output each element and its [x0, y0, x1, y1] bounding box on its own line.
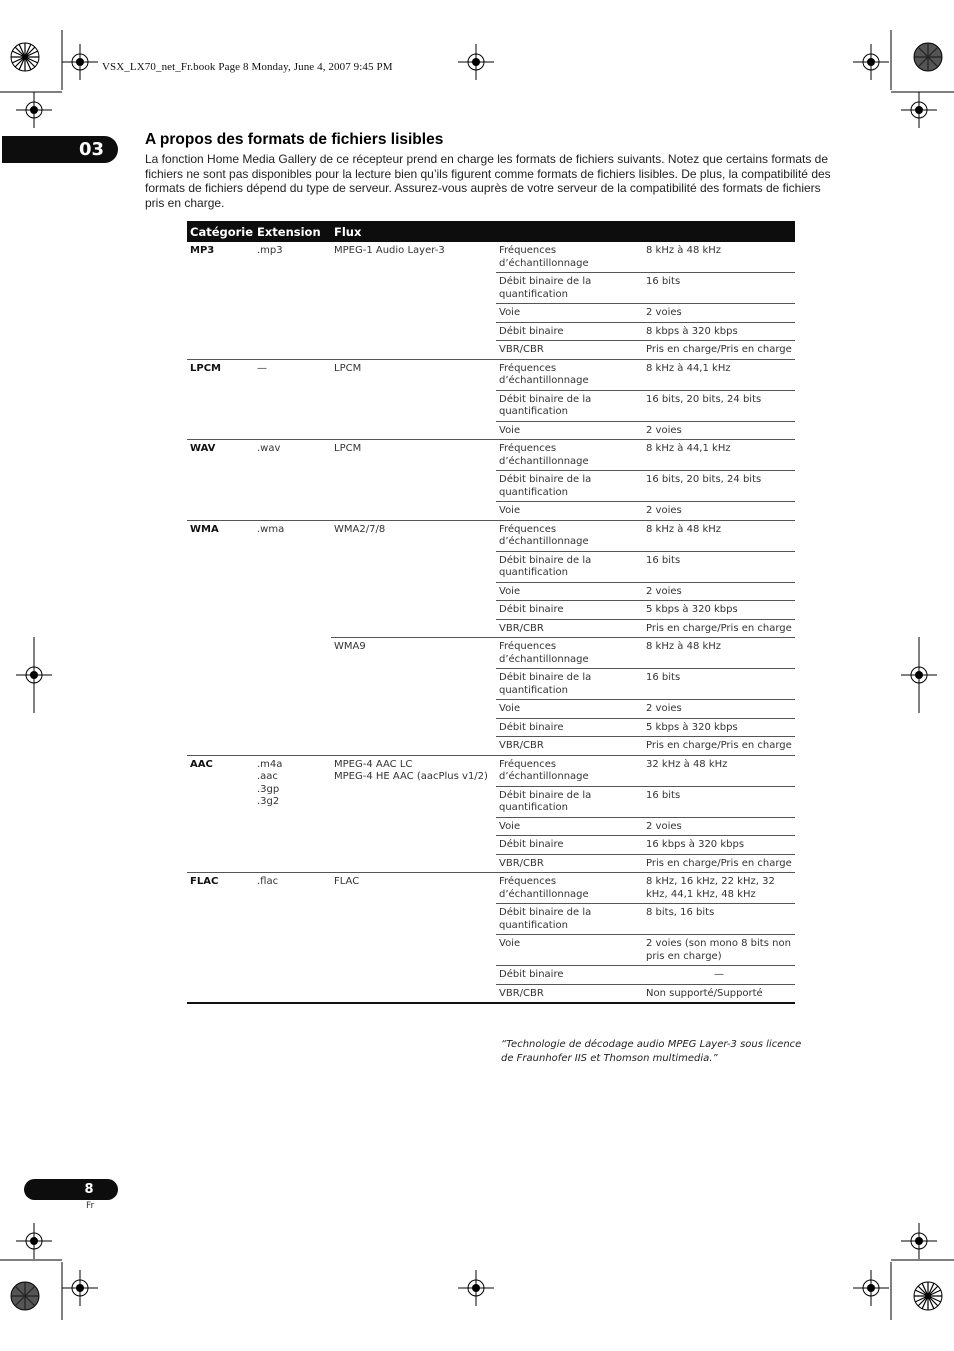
starburst-icon — [10, 42, 40, 72]
parameter-cell: Débit binaire de la quantification — [496, 669, 643, 700]
parameter-cell: Fréquences d’échantillonnage — [496, 873, 643, 904]
chapter-number: 03 — [78, 139, 104, 160]
value-cell: 32 kHz à 48 kHz — [643, 755, 795, 786]
value-cell: 8 kbps à 320 kbps — [643, 322, 795, 341]
value-cell: Pris en charge/Pris en charge — [643, 737, 795, 756]
extension-cell: — — [254, 359, 331, 440]
parameter-cell: Voie — [496, 582, 643, 601]
value-cell: 8 kHz à 44,1 kHz — [643, 440, 795, 471]
section-title: A propos des formats de fichiers lisibles — [145, 131, 444, 148]
parameter-cell: Voie — [496, 935, 643, 966]
parameter-cell: Voie — [496, 304, 643, 323]
page-number-tab — [24, 1179, 118, 1200]
crosshair-icon — [16, 1223, 52, 1259]
value-cell: 2 voies — [643, 304, 795, 323]
flux-cell: LPCM — [331, 440, 496, 521]
parameter-cell: Fréquences d’échantillonnage — [496, 520, 643, 551]
crosshair-icon — [853, 44, 889, 80]
table-row — [187, 359, 795, 390]
table-row — [187, 440, 795, 471]
crosshair-icon — [853, 1270, 889, 1306]
crosshair-icon — [62, 44, 98, 80]
col-header-empty — [643, 221, 795, 242]
table-header-row — [187, 221, 795, 242]
value-cell: 2 voies — [643, 582, 795, 601]
table-row — [187, 873, 795, 904]
value-cell: 2 voies — [643, 700, 795, 719]
value-cell: 8 kHz à 48 kHz — [643, 638, 795, 669]
extension-cell: .mp3 — [254, 242, 331, 359]
category-cell: LPCM — [187, 359, 254, 440]
parameter-cell: Débit binaire de la quantification — [496, 390, 643, 421]
starburst-icon — [10, 1281, 40, 1311]
language-label: Fr — [86, 1201, 95, 1211]
flux-cell: WMA9 — [331, 638, 496, 756]
value-cell: Non supporté/Supporté — [643, 984, 795, 1003]
parameter-cell: Débit binaire — [496, 836, 643, 855]
footnote: “Technologie de décodage audio MPEG Layer-3 sous licence de Fraunhofer IIS et Thomson multimedia.” — [501, 1039, 802, 1064]
parameter-cell: Débit binaire — [496, 966, 643, 985]
value-cell: 16 bits — [643, 669, 795, 700]
value-cell: 16 bits, 20 bits, 24 bits — [643, 471, 795, 502]
flux-cell: LPCM — [331, 359, 496, 440]
flux-cell: MPEG-1 Audio Layer-3 — [331, 242, 496, 359]
parameter-cell: Débit binaire — [496, 718, 643, 737]
extension-cell: .m4a .aac .3gp .3g2 — [254, 755, 331, 873]
crosshair-icon — [16, 637, 52, 713]
value-cell: 16 bits — [643, 551, 795, 582]
value-cell: 16 kbps à 320 kbps — [643, 836, 795, 855]
parameter-cell: VBR/CBR — [496, 619, 643, 638]
parameter-cell: Fréquences d’échantillonnage — [496, 440, 643, 471]
value-cell: 8 kHz à 48 kHz — [643, 520, 795, 551]
starburst-icon — [913, 42, 943, 72]
table-row — [187, 520, 795, 551]
value-cell: 8 kHz à 44,1 kHz — [643, 359, 795, 390]
crosshair-icon — [16, 92, 52, 128]
parameter-cell: Débit binaire de la quantification — [496, 273, 643, 304]
category-cell: WAV — [187, 440, 254, 521]
value-cell: 2 voies — [643, 817, 795, 836]
crosshair-icon — [458, 44, 494, 80]
value-cell: 5 kbps à 320 kbps — [643, 718, 795, 737]
parameter-cell: VBR/CBR — [496, 341, 643, 360]
value-cell: 2 voies (son mono 8 bits non pris en charge) — [643, 935, 795, 966]
parameter-cell: Débit binaire de la quantification — [496, 786, 643, 817]
starburst-icon — [913, 1281, 943, 1311]
flux-cell: MPEG-4 AAC LC MPEG-4 HE AAC (aacPlus v1/2) — [331, 755, 496, 873]
extension-cell: .flac — [254, 873, 331, 1004]
category-cell: FLAC — [187, 873, 254, 1004]
formats-table — [187, 221, 795, 1004]
parameter-cell: Voie — [496, 421, 643, 440]
table-row — [187, 755, 795, 786]
parameter-cell: Fréquences d’échantillonnage — [496, 359, 643, 390]
value-cell: 5 kbps à 320 kbps — [643, 601, 795, 620]
parameter-cell: Voie — [496, 502, 643, 521]
extension-cell: .wma — [254, 520, 331, 755]
category-cell: WMA — [187, 520, 254, 755]
extension-cell: .wav — [254, 440, 331, 521]
flux-cell: WMA2/7/8 — [331, 520, 496, 638]
value-cell: 8 kHz, 16 kHz, 22 kHz, 32 kHz, 44,1 kHz, 48 kHz — [643, 873, 795, 904]
value-cell: 2 voies — [643, 502, 795, 521]
book-header: VSX_LX70_net_Fr.book Page 8 Monday, June 4, 2007 9:45 PM — [102, 61, 393, 73]
parameter-cell: VBR/CBR — [496, 854, 643, 873]
parameter-cell: Fréquences d’échantillonnage — [496, 755, 643, 786]
section-intro: La fonction Home Media Gallery de ce récepteur prend en charge les formats de fichiers suivants. Notez que certains formats de fichiers ne sont pas disponibles pour la lecture bien qu’ils figurent comme formats de fichiers lisibles. De plus, la compatibilité des formats de fichiers dépend du type de serveur. Assurez-vous auprès de votre serveur de la compatibilité des formats de fichiers pris en charge. — [145, 152, 831, 210]
parameter-cell: VBR/CBR — [496, 737, 643, 756]
value-cell: Pris en charge/Pris en charge — [643, 341, 795, 360]
parameter-cell: Débit binaire — [496, 601, 643, 620]
flux-cell: FLAC — [331, 873, 496, 1004]
value-cell: 16 bits — [643, 273, 795, 304]
table-row — [187, 242, 795, 273]
parameter-cell: Débit binaire — [496, 322, 643, 341]
parameter-cell: VBR/CBR — [496, 984, 643, 1003]
col-header-empty — [496, 221, 643, 242]
category-cell: MP3 — [187, 242, 254, 359]
value-cell: 16 bits — [643, 786, 795, 817]
value-cell: 8 bits, 16 bits — [643, 904, 795, 935]
category-cell: AAC — [187, 755, 254, 873]
parameter-cell: Fréquences d’échantillonnage — [496, 638, 643, 669]
col-header-category: Catégorie — [187, 221, 254, 242]
col-header-extension: Extension — [254, 221, 331, 242]
chapter-tab — [2, 136, 118, 163]
parameter-cell: Débit binaire de la quantification — [496, 904, 643, 935]
value-cell: 2 voies — [643, 421, 795, 440]
value-cell: Pris en charge/Pris en charge — [643, 854, 795, 873]
crosshair-icon — [901, 1223, 937, 1259]
value-cell: Pris en charge/Pris en charge — [643, 619, 795, 638]
value-cell: 8 kHz à 48 kHz — [643, 242, 795, 273]
crosshair-icon — [62, 1270, 98, 1306]
parameter-cell: Débit binaire de la quantification — [496, 551, 643, 582]
parameter-cell: Débit binaire de la quantification — [496, 471, 643, 502]
value-cell: — — [643, 966, 795, 985]
crosshair-icon — [901, 92, 937, 128]
parameter-cell: Fréquences d’échantillonnage — [496, 242, 643, 273]
crosshair-icon — [458, 1270, 494, 1306]
crosshair-icon — [901, 637, 937, 713]
col-header-flux: Flux — [331, 221, 496, 242]
parameter-cell: Voie — [496, 700, 643, 719]
page-number: 8 — [84, 1182, 94, 1197]
value-cell: 16 bits, 20 bits, 24 bits — [643, 390, 795, 421]
table-body — [187, 242, 795, 1003]
parameter-cell: Voie — [496, 817, 643, 836]
